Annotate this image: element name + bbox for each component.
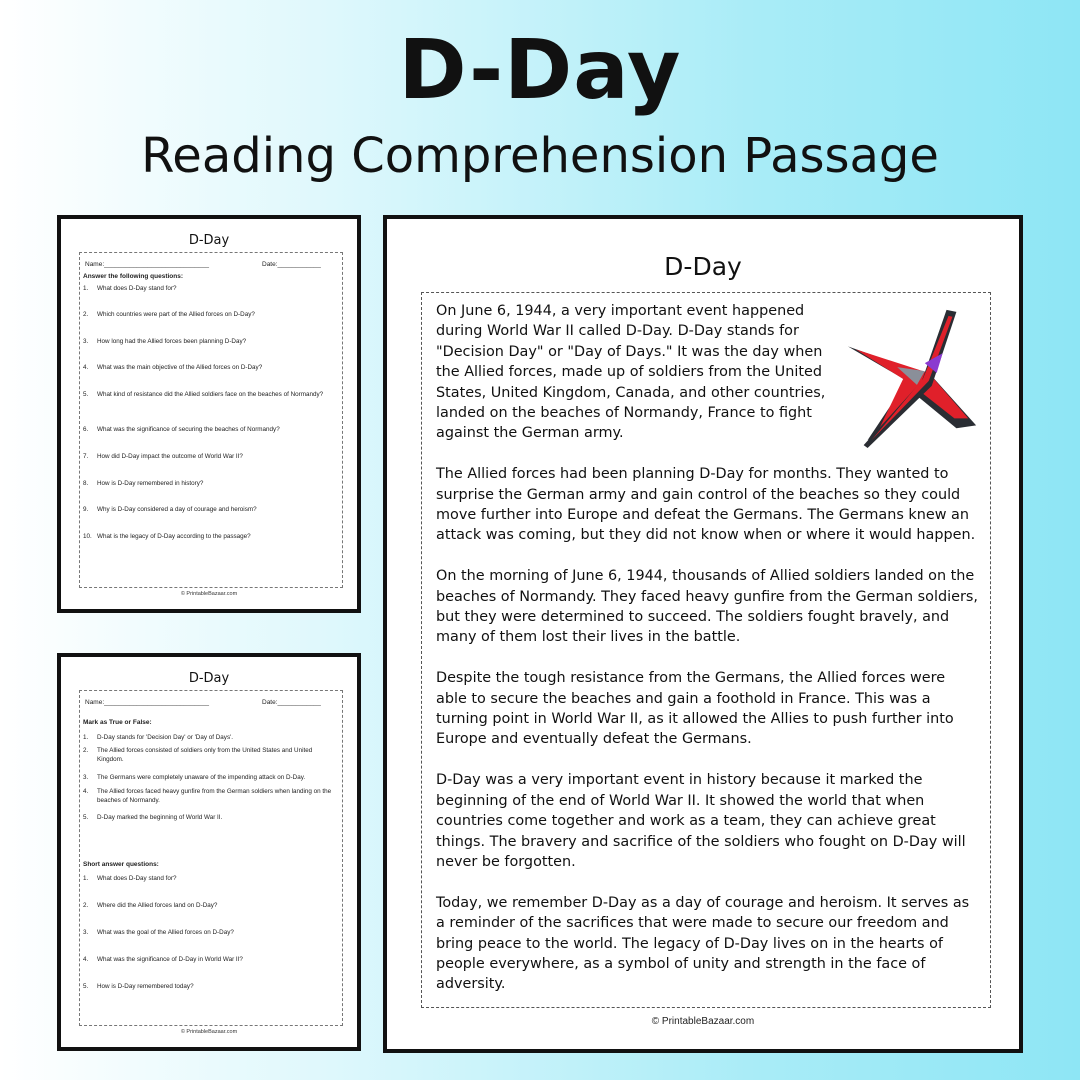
passage-content-box bbox=[421, 292, 991, 1008]
question-number: 3. bbox=[83, 929, 89, 936]
question-item bbox=[83, 902, 333, 911]
question-number: 2. bbox=[83, 902, 89, 909]
date-field-label: Date:____________ bbox=[262, 699, 321, 706]
question-item bbox=[83, 875, 333, 884]
worksheet-true-false-preview bbox=[57, 653, 361, 1051]
question-number: 5. bbox=[83, 391, 89, 398]
worksheet-questions-preview bbox=[57, 215, 361, 613]
question-text: How is D-Day remembered in history? bbox=[97, 480, 204, 487]
passage-paragraph-3: On the morning of June 6, 1944, thousands of Allied soldiers landed on the beaches of Normandy. They faced heavy gunfire from the German soldiers, but they were determined to succeed. The soldiers fought bravely, and many of them lost their lives in the battle. bbox=[436, 568, 978, 646]
question-number: 3. bbox=[83, 774, 89, 781]
question-item bbox=[83, 364, 333, 373]
question-text: The Allied forces consisted of soldiers only from the United States and United Kingdom. bbox=[97, 747, 313, 763]
page-title: D-Day bbox=[398, 23, 682, 118]
question-item bbox=[83, 338, 333, 347]
question-number: 4. bbox=[83, 956, 89, 963]
question-item bbox=[83, 983, 333, 992]
question-text: Which countries were part of the Allied forces on D-Day? bbox=[97, 311, 255, 318]
passage-paragraph-1: On June 6, 1944, a very important event happened during World War II called D-Day. D-Day stands for "Decision Day" or "Day of Days." It was the day when the Allied forces, made up of soldiers from the United States, United Kingdom, Canada, and other countries, landed on the beaches of Normandy, France to fight against the German army. bbox=[436, 303, 826, 442]
question-number: 5. bbox=[83, 983, 89, 990]
question-item bbox=[83, 480, 333, 489]
true-false-heading: Mark as True or False: bbox=[83, 719, 152, 726]
question-item bbox=[83, 788, 333, 805]
fighter-jet-icon bbox=[838, 301, 986, 451]
passage-footer: © PrintableBazaar.com bbox=[651, 1016, 755, 1027]
question-item bbox=[83, 774, 333, 783]
question-text: What was the main objective of the Allied forces on D-Day? bbox=[97, 364, 263, 371]
question-text: Where did the Allied forces land on D-Day? bbox=[97, 902, 218, 909]
question-text: What does D-Day stand for? bbox=[97, 875, 177, 882]
passage-paragraph-2: The Allied forces had been planning D-Day for months. They wanted to surprise the German army and gain control of the beaches so they could move further into Europe and defeat the Germans. The Germans knew an attack was coming, but they did not know when or where it would happen. bbox=[436, 466, 976, 544]
question-number: 6. bbox=[83, 426, 89, 433]
passage-text bbox=[436, 301, 980, 1015]
question-number: 8. bbox=[83, 480, 89, 487]
question-item bbox=[83, 747, 333, 764]
question-text: What kind of resistance did the Allied soldiers face on the beaches of Normandy? bbox=[97, 391, 324, 398]
question-item bbox=[83, 506, 333, 515]
passage-paragraph-5: D-Day was a very important event in history because it marked the beginning of the end of World War II. It showed the world that when countries come together and work as a team, they can achieve great things. The bravery and sacrifice of the soldiers who fought on D-Day will never be forgotten. bbox=[436, 772, 966, 870]
question-number: 4. bbox=[83, 364, 89, 371]
question-text: D-Day stands for 'Decision Day' or 'Day of Days'. bbox=[97, 734, 234, 741]
worksheet-title: D-Day bbox=[188, 233, 230, 248]
name-field-label: Name:_____________________________ bbox=[85, 699, 209, 706]
passage-paragraph-4: Despite the tough resistance from the Germans, the Allied forces were able to secure the beaches and gain a foothold in France. This was a turning point in World War II, as it allowed the Allies to push further into Europe and eventually defeat the Germans. bbox=[436, 670, 954, 748]
passage-paragraph-6: Today, we remember D-Day as a day of courage and heroism. It serves as a reminder of the sacrifices that were made to secure our freedom and bring peace to the world. The legacy of D-Day lives on in the hearts of people everywhere, as a symbol of unity and strength in the face of adversity. bbox=[436, 894, 970, 993]
question-text: D-Day marked the beginning of World War II. bbox=[97, 814, 223, 821]
question-text: What does D-Day stand for? bbox=[97, 285, 177, 292]
question-item bbox=[83, 426, 333, 435]
question-number: 1. bbox=[83, 734, 89, 741]
question-item bbox=[83, 533, 333, 542]
reading-passage-sheet bbox=[383, 215, 1023, 1053]
question-text: Why is D-Day considered a day of courage and heroism? bbox=[97, 506, 257, 513]
question-number: 10. bbox=[83, 533, 92, 540]
passage-title: D-Day bbox=[664, 252, 742, 281]
question-item bbox=[83, 734, 333, 743]
question-number: 2. bbox=[83, 311, 89, 318]
name-field-label: Name:_____________________________ bbox=[85, 261, 209, 268]
question-item bbox=[83, 814, 333, 823]
question-number: 2. bbox=[83, 747, 89, 754]
question-number: 1. bbox=[83, 285, 89, 292]
question-text: What is the legacy of D-Day according to the passage? bbox=[97, 533, 251, 540]
question-item bbox=[83, 285, 333, 294]
question-text: The Germans were completely unaware of the impending attack on D-Day. bbox=[97, 774, 306, 781]
question-text: How is D-Day remembered today? bbox=[97, 983, 194, 990]
worksheet-title: D-Day bbox=[188, 671, 230, 686]
question-item bbox=[83, 929, 333, 938]
question-number: 1. bbox=[83, 875, 89, 882]
question-number: 4. bbox=[83, 788, 89, 795]
section-heading: Answer the following questions: bbox=[83, 273, 184, 280]
worksheet-content-box bbox=[79, 252, 343, 588]
question-text: How did D-Day impact the outcome of World War II? bbox=[97, 453, 243, 460]
question-item bbox=[83, 311, 333, 320]
worksheet-footer: © PrintableBazaar.com bbox=[180, 1029, 238, 1035]
question-number: 9. bbox=[83, 506, 89, 513]
question-number: 3. bbox=[83, 338, 89, 345]
question-text: How long had the Allied forces been planning D-Day? bbox=[97, 338, 247, 345]
question-item bbox=[83, 453, 333, 462]
worksheet-footer: © PrintableBazaar.com bbox=[180, 591, 238, 597]
question-item bbox=[83, 956, 333, 965]
date-field-label: Date:____________ bbox=[262, 261, 321, 268]
question-item bbox=[83, 391, 333, 400]
question-text: What was the significance of securing the beaches of Normandy? bbox=[97, 426, 280, 433]
question-number: 5. bbox=[83, 814, 89, 821]
question-text: What was the significance of D-Day in World War II? bbox=[97, 956, 243, 963]
worksheet-content-box bbox=[79, 690, 343, 1026]
question-number: 7. bbox=[83, 453, 89, 460]
page-subtitle: Reading Comprehension Passage bbox=[141, 128, 939, 184]
question-text: What was the goal of the Allied forces on D-Day? bbox=[97, 929, 234, 936]
question-text: The Allied forces faced heavy gunfire from the German soldiers when landing on the beaches of Normandy. bbox=[97, 788, 332, 804]
short-answer-heading: Short answer questions: bbox=[83, 861, 159, 868]
